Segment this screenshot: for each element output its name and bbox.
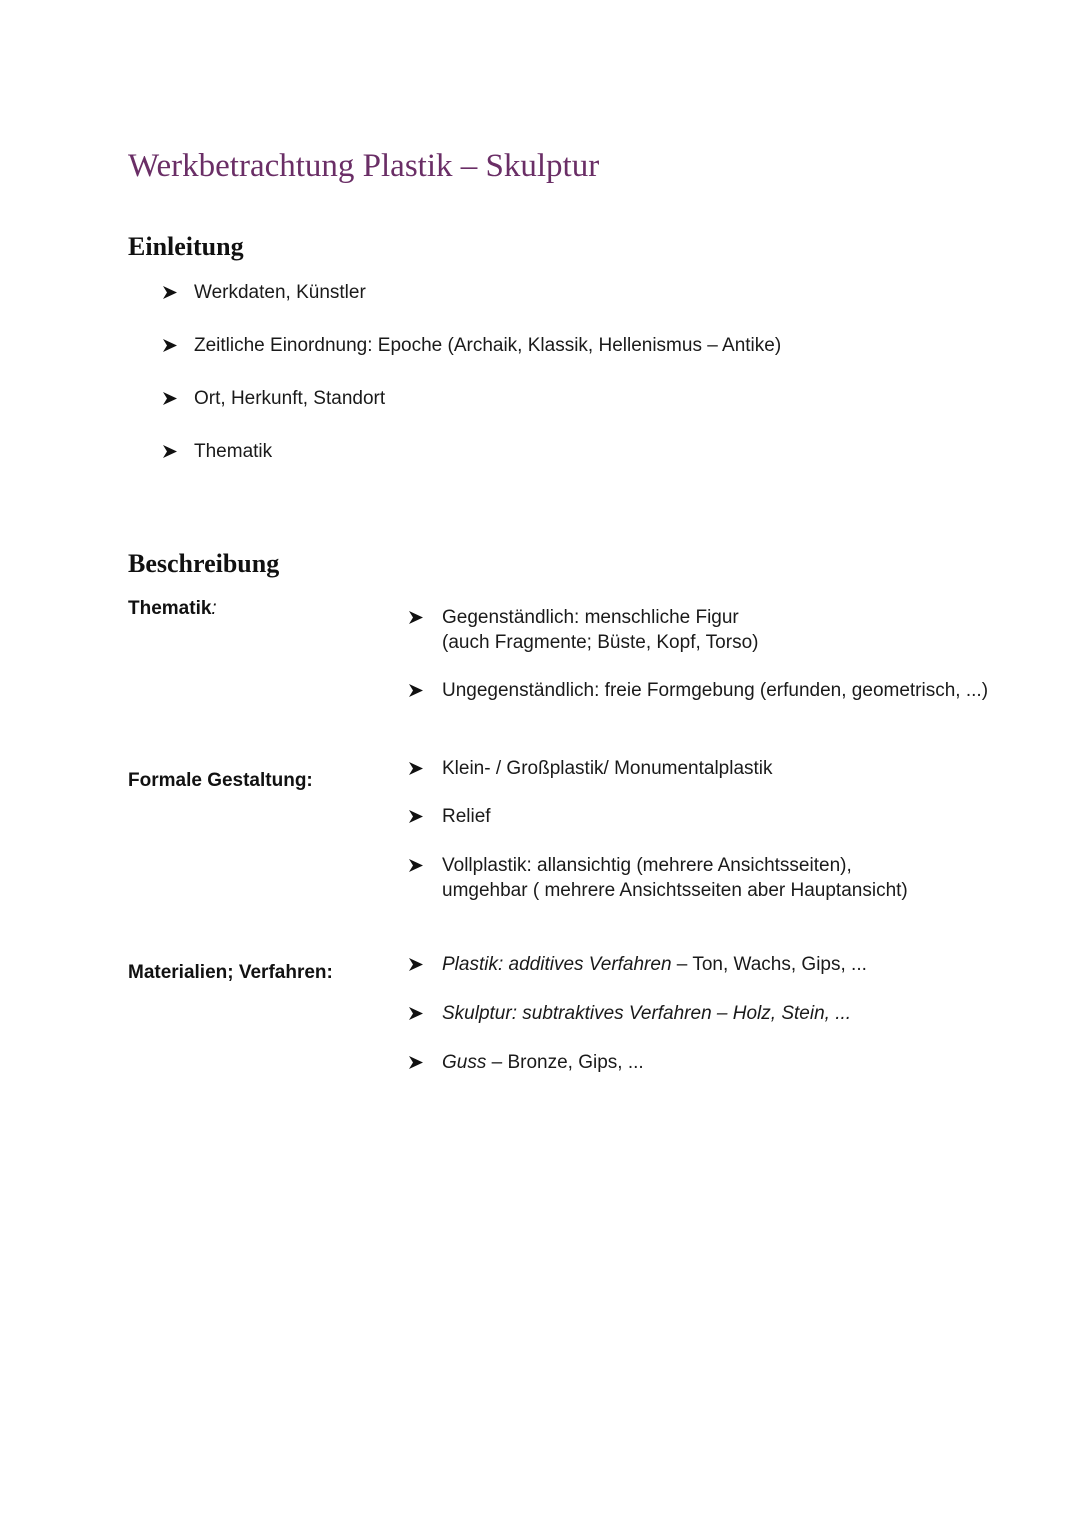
arrow-bullet-icon [162, 386, 178, 411]
arrow-bullet-icon [162, 280, 178, 305]
list-item-line: Relief [442, 806, 491, 827]
list-item-text: Thematik [194, 441, 273, 462]
arrow-bullet-icon [408, 952, 424, 977]
arrow-bullet-icon [408, 756, 424, 781]
list-item [408, 804, 491, 829]
heading-beschreibung: Beschreibung [128, 549, 280, 578]
arrow-bullet-icon [408, 853, 424, 878]
list-item-italic: Skulptur: subtraktives Verfahren – Holz, Stein, ... [442, 1003, 852, 1024]
arrow-bullet-icon [408, 678, 424, 703]
list-item-line: Gegenständlich: menschliche Figur [442, 607, 739, 628]
list-item-line: Ungegenständlich: freie Formgebung (erfunden, geometrisch, ...) [442, 680, 989, 701]
list-item-line: umgehbar ( mehrere Ansichtsseiten aber Hauptansicht) [442, 880, 908, 901]
list-item-text: – Bronze, Gips, ... [486, 1052, 644, 1073]
list-item-italic: Guss [442, 1052, 487, 1073]
list-item [408, 605, 758, 655]
list-item-text: – Ton, Wachs, Gips, ... [671, 954, 867, 975]
list-item [162, 386, 385, 411]
list-item [408, 756, 773, 781]
label-formale-gestaltung: Formale Gestaltung: [128, 770, 313, 791]
page-title: Werkbetrachtung Plastik – Skulptur [128, 148, 600, 184]
arrow-bullet-icon [162, 439, 178, 464]
list-item [162, 333, 781, 358]
arrow-bullet-icon [162, 333, 178, 358]
list-item [408, 853, 908, 903]
list-item-italic: Plastik: additives Verfahren [442, 954, 672, 975]
list-item [162, 280, 366, 305]
arrow-bullet-icon [408, 804, 424, 829]
list-item-text: Werkdaten, Künstler [194, 282, 366, 303]
arrow-bullet-icon [408, 605, 424, 630]
label-materialien-verfahren: Materialien; Verfahren: [128, 962, 333, 983]
label-thematik-text: Thematik [128, 598, 212, 619]
list-item-text: Ort, Herkunft, Standort [194, 388, 386, 409]
arrow-bullet-icon [408, 1001, 424, 1026]
heading-einleitung: Einleitung [128, 232, 244, 261]
list-item [408, 1050, 644, 1075]
list-item-line: (auch Fragmente; Büste, Kopf, Torso) [442, 632, 759, 653]
list-item [408, 952, 867, 977]
list-item-line: Vollplastik: allansichtig (mehrere Ansichtsseiten), [442, 855, 852, 876]
list-item [408, 678, 988, 703]
label-thematik-colon: : [211, 598, 217, 619]
list-item [162, 439, 272, 464]
arrow-bullet-icon [408, 1050, 424, 1075]
label-thematik [128, 598, 217, 620]
list-item [408, 1001, 851, 1026]
list-item-line: Klein- / Großplastik/ Monumentalplastik [442, 758, 773, 779]
list-item-text: Zeitliche Einordnung: Epoche (Archaik, Klassik, Hellenismus – Antike) [194, 335, 782, 356]
